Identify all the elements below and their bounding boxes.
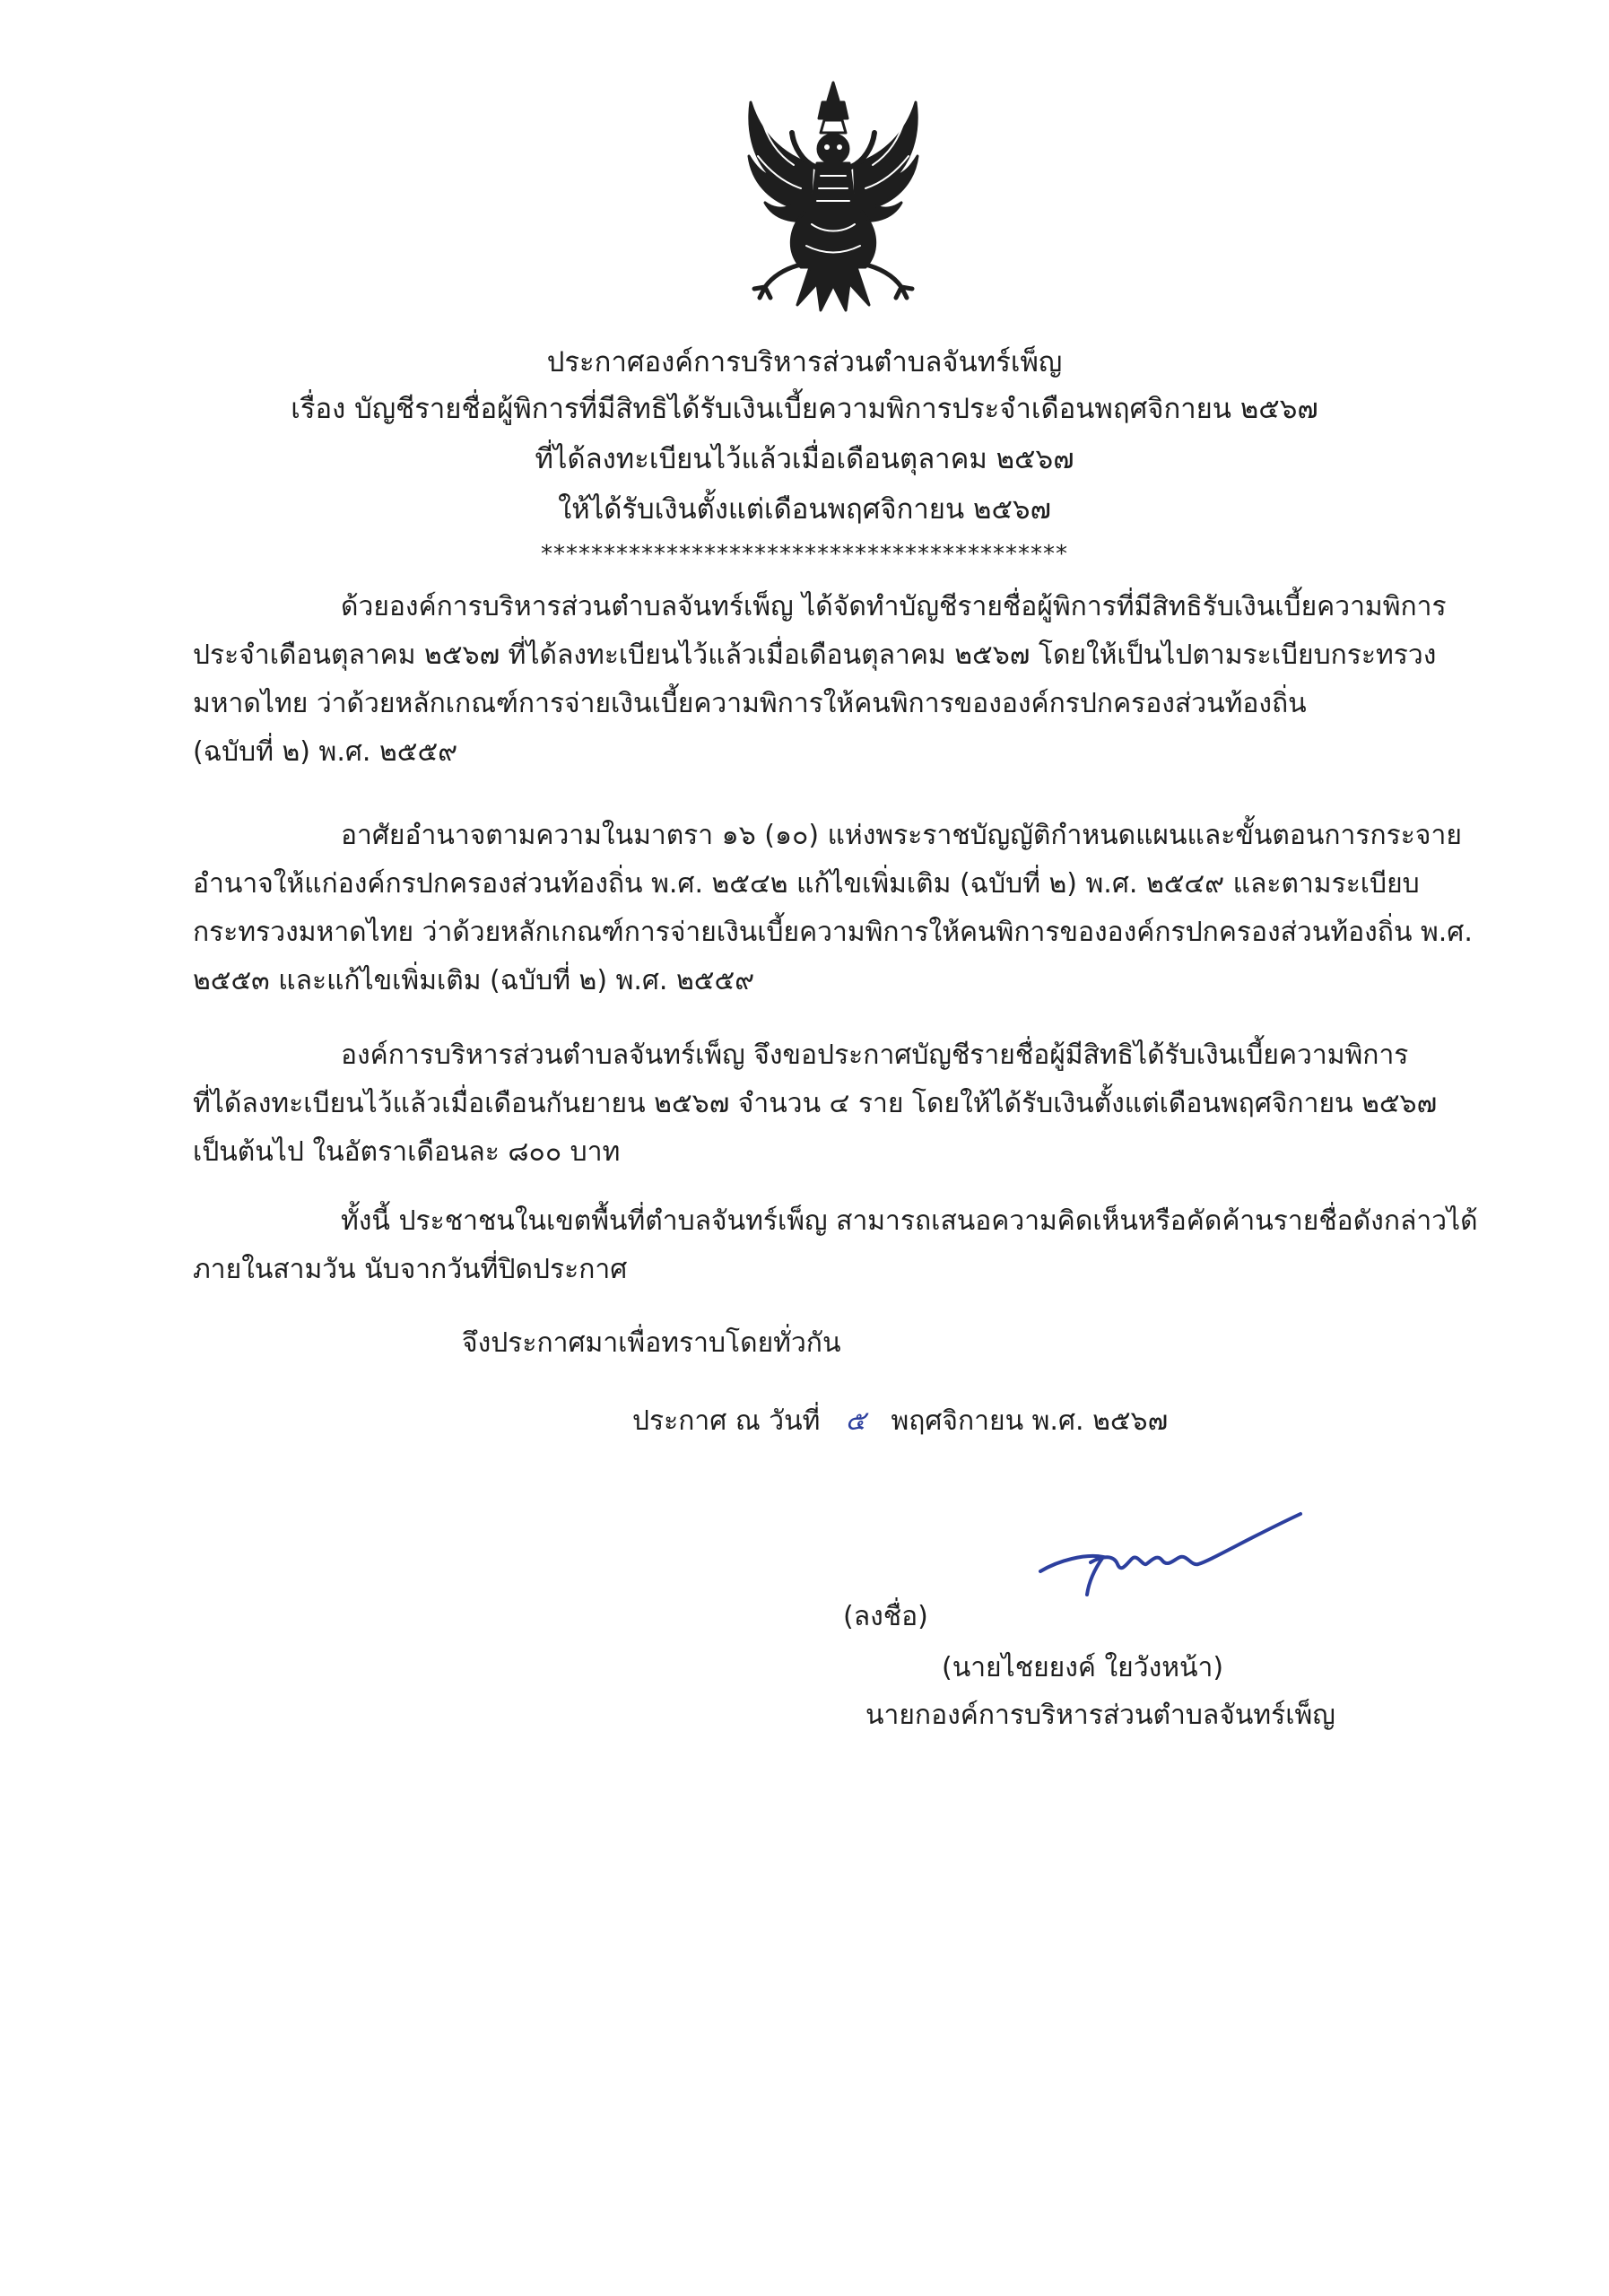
- paragraph-line: อาศัยอำนาจตามความในมาตรา ๑๖ (๑๐) แห่งพระราชบัญญัติกำหนดแผนและขั้นตอนการกระจาย: [341, 820, 1462, 851]
- signatory-name: (นายไชยยงค์ ใยวังหน้า): [942, 1652, 1224, 1683]
- paragraph-3: [193, 1031, 1520, 1177]
- paragraph-line: ทั้งนี้ ประชาชนในเขตพื้นที่ตำบลจันทร์เพ็ญ สามารถเสนอความคิดเห็นหรือคัดค้านรายชื่อดังกล่าวได้: [341, 1205, 1478, 1237]
- announcement-title: ประกาศองค์การบริหารส่วนตำบลจันทร์เพ็ญ: [546, 346, 1063, 378]
- paragraph-line: อำนาจให้แก่องค์กรปกครองส่วนท้องถิ่น พ.ศ. ๒๕๔๒ แก้ไขเพิ่มเติม (ฉบับที่ ๒) พ.ศ. ๒๕๔๙ และตามระเบียบ: [193, 868, 1420, 900]
- paragraph-line: ภายในสามวัน นับจากวันที่ปิดประกาศ: [193, 1254, 628, 1285]
- paragraph-line: กระทรวงมหาดไทย ว่าด้วยหลักเกณฑ์การจ่ายเงินเบี้ยความพิการให้คนพิการขององค์กรปกครองส่วนท้องถิ่น พ.ศ.: [193, 917, 1473, 948]
- paragraph-line: (ฉบับที่ ๒) พ.ศ. ๒๕๕๙: [193, 736, 458, 768]
- separator-stars: ******************************************: [541, 541, 1068, 568]
- paragraph-line: องค์การบริหารส่วนตำบลจันทร์เพ็ญ จึงขอประกาศบัญชีรายชื่อผู้มีสิทธิได้รับเงินเบี้ยความพิการ: [341, 1039, 1409, 1071]
- signatory-title: นายกองค์การบริหารส่วนตำบลจันทร์เพ็ญ: [865, 1700, 1335, 1731]
- paragraph-line: ที่ได้ลงทะเบียนไว้แล้วเมื่อเดือนกันยายน ๒๕๖๗ จำนวน ๔ ราย โดยให้ได้รับเงินตั้งแต่เดือนพฤศจิกายน ๒๕๖๗: [193, 1088, 1438, 1119]
- date-day-handwritten: ๕: [845, 1405, 866, 1437]
- paragraph-line: ด้วยองค์การบริหารส่วนตำบลจันทร์เพ็ญ ได้จัดทำบัญชีรายชื่อผู้พิการที่มีสิทธิรับเงินเบี้ยความพิการ: [341, 591, 1447, 622]
- announcement-date: [632, 1404, 1168, 1439]
- paragraph-2: [193, 812, 1520, 1005]
- announcement-subtitle-payment: ให้ได้รับเงินตั้งแต่เดือนพฤศจิกายน ๒๕๖๗: [558, 493, 1051, 526]
- date-prefix: ประกาศ ณ วันที่: [632, 1405, 821, 1437]
- announcement-subject: เรื่อง บัญชีรายชื่อผู้พิการที่มีสิทธิได้รับเงินเบี้ยความพิการประจำเดือนพฤศจิกายน ๒๕๖๗: [291, 393, 1318, 425]
- closing-statement: จึงประกาศมาเพื่อทราบโดยทั่วกัน: [462, 1327, 841, 1359]
- paragraph-line: ประจำเดือนตุลาคม ๒๕๖๗ ที่ได้ลงทะเบียนไว้แล้วเมื่อเดือนตุลาคม ๒๕๖๗ โดยให้เป็นไปตามระเบียบกระทรวง: [193, 639, 1437, 671]
- paragraph-4: [193, 1197, 1520, 1294]
- signed-label: (ลงชื่อ): [843, 1601, 928, 1632]
- signature-icon: [1031, 1507, 1309, 1605]
- paragraph-line: มหาดไทย ว่าด้วยหลักเกณฑ์การจ่ายเงินเบี้ยความพิการให้คนพิการขององค์กรปกครองส่วนท้องถิ่น: [193, 688, 1307, 719]
- paragraph-line: ๒๕๕๓ และแก้ไขเพิ่มเติม (ฉบับที่ ๒) พ.ศ. ๒๕๕๙: [193, 965, 755, 996]
- date-suffix: พฤศจิกายน พ.ศ. ๒๕๖๗: [891, 1405, 1169, 1437]
- paragraph-line: เป็นต้นไป ในอัตราเดือนละ ๘๐๐ บาท: [193, 1136, 621, 1168]
- paragraph-1: [193, 583, 1520, 777]
- announcement-subtitle-registration: ที่ได้ลงทะเบียนไว้แล้วเมื่อเดือนตุลาคม ๒๕๖๗: [535, 443, 1074, 475]
- garuda-emblem-icon: [735, 75, 932, 326]
